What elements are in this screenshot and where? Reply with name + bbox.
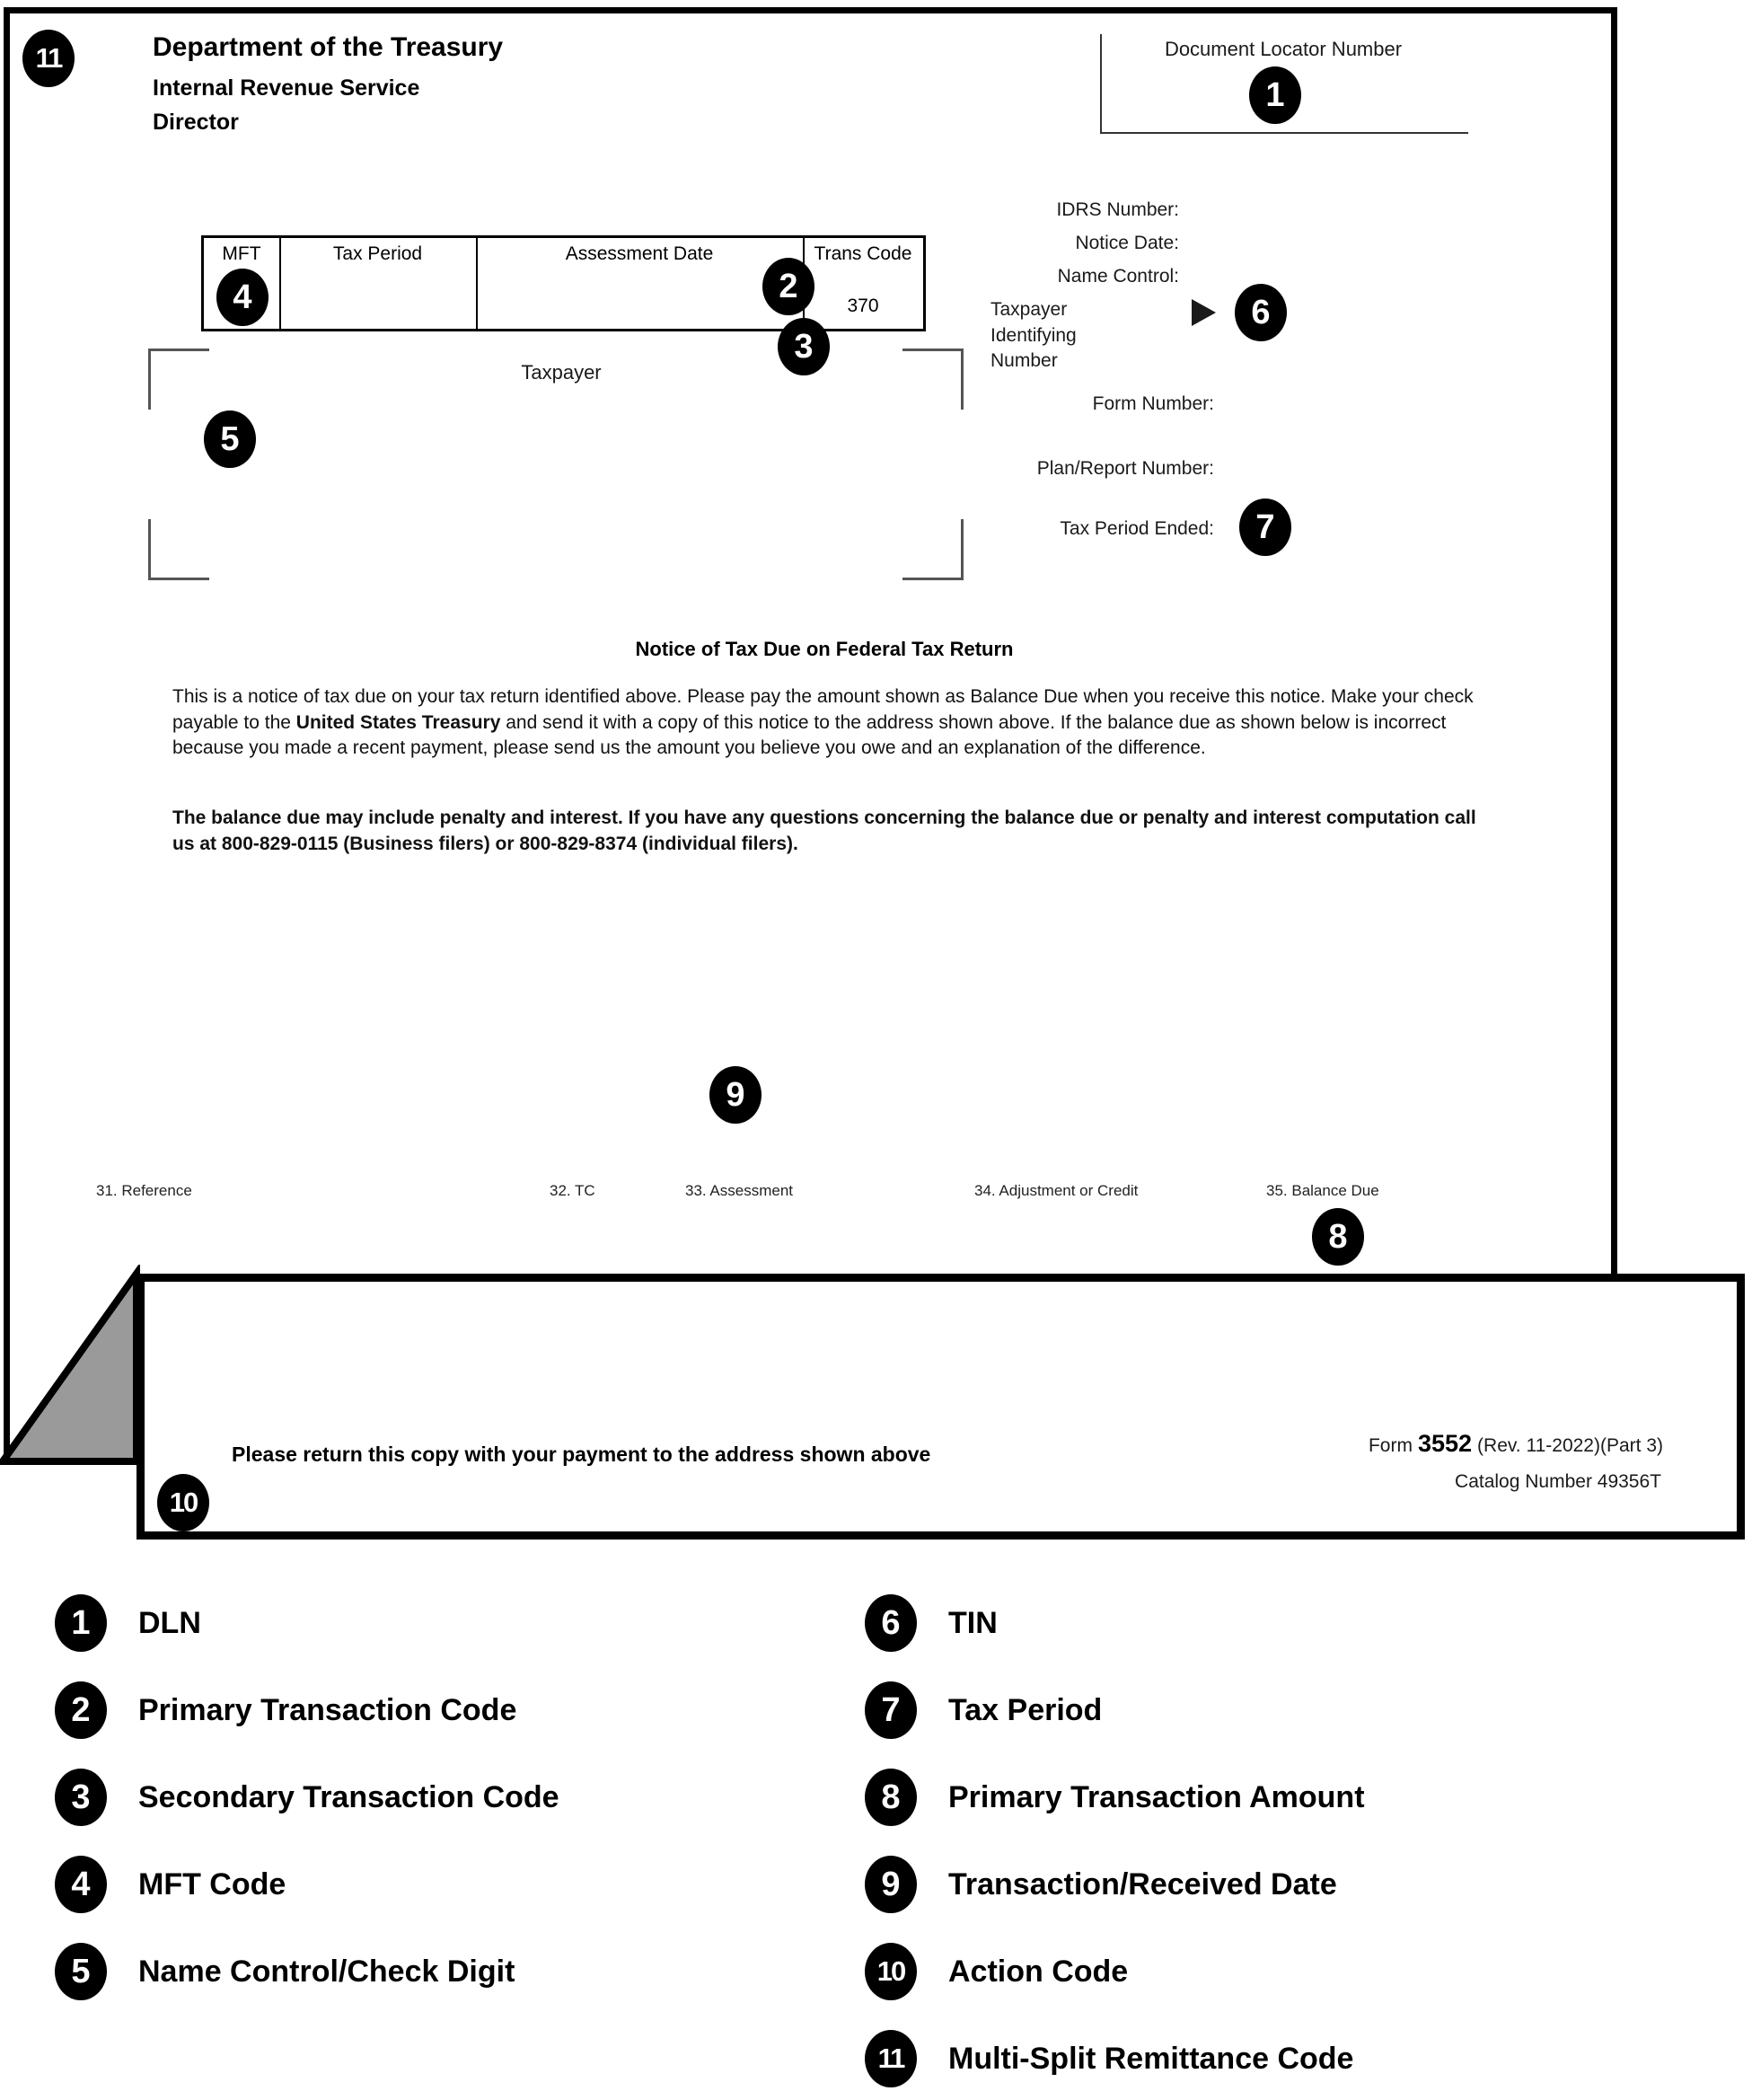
tin-line-1: Taxpayer xyxy=(990,299,1068,320)
tin-line-2: Identifying xyxy=(990,324,1077,346)
para1-text-bold: United States Treasury xyxy=(295,711,501,733)
legend-item-multi-split-remittance-code xyxy=(865,2030,1353,2087)
address-window-corner-tr xyxy=(902,349,964,410)
label-form-number: Form Number: xyxy=(1092,393,1214,414)
label-notice-date: Notice Date: xyxy=(1075,233,1179,253)
callout-11: 11 xyxy=(22,30,75,87)
legend-badge-1: 1 xyxy=(55,1594,107,1652)
callout-6: 6 xyxy=(1235,284,1287,341)
legend-label-tax-period: Tax Period xyxy=(948,1692,1103,1727)
legend-badge-10: 10 xyxy=(865,1943,917,2000)
callout-1: 1 xyxy=(1249,66,1301,124)
legend-item-name-control-check-digit xyxy=(55,1943,515,2000)
callout-2: 2 xyxy=(762,258,814,315)
legend-badge-8: 8 xyxy=(865,1769,917,1826)
legend-item-secondary-transaction-code xyxy=(55,1769,559,1826)
agency-director: Director xyxy=(153,110,239,135)
para1-text-a: This is a notice of tax due on your tax return identified above. Please pay the amount shown as Balance Due when you receive this notice. Make your check payable to the xyxy=(172,686,1474,733)
field-label-tc: 32. TC xyxy=(550,1182,595,1199)
dln-label: Document Locator Number xyxy=(1164,38,1403,60)
callout-4: 4 xyxy=(216,269,269,326)
legend-badge-2: 2 xyxy=(55,1681,107,1739)
address-window-corner-br xyxy=(902,519,964,580)
agency-name: Department of the Treasury xyxy=(153,32,504,62)
legend-label-tin: TIN xyxy=(948,1605,998,1640)
legend-label-multi-split-remittance-code: Multi-Split Remittance Code xyxy=(948,2041,1354,2076)
para1-text-c: and send it with a copy of this notice to the address shown above. If the balance due as shown below is incorrect because you made a recent payment, please send us the amount you believe you owe and an explanation of the difference. xyxy=(172,711,1447,758)
agency-sub-name: Internal Revenue Service xyxy=(153,75,420,101)
legend-item-primary-transaction-amount xyxy=(865,1769,1365,1826)
table-header-trans-code: Trans Code xyxy=(814,243,912,264)
stub-return-text: Please return this copy with your payment to the address shown above xyxy=(232,1443,931,1466)
tin-line-3: Number xyxy=(990,350,1058,371)
legend-badge-3: 3 xyxy=(55,1769,107,1826)
stub-form-number: 3552 xyxy=(1417,1430,1473,1457)
legend-label-name-control-check-digit: Name Control/Check Digit xyxy=(138,1954,515,1989)
label-taxpayer-identifying-number xyxy=(990,297,1077,375)
callout-9: 9 xyxy=(709,1066,762,1124)
notice-paragraph-1 xyxy=(172,684,1500,762)
table-header-tax-period: Tax Period xyxy=(332,243,423,264)
legend-item-dln xyxy=(55,1594,201,1652)
stub-form-line xyxy=(1369,1430,1663,1458)
field-label-reference: 31. Reference xyxy=(96,1182,192,1199)
assessment-table xyxy=(201,235,926,331)
address-window-corner-tl xyxy=(148,349,209,410)
legend-label-action-code: Action Code xyxy=(948,1954,1129,1989)
stub-catalog-number: Catalog Number 49356T xyxy=(1455,1471,1661,1492)
notice-paragraph-2: The balance due may include penalty and interest. If you have any questions concerning the balance due or penalty and interest computation call us at 800-829-0115 (Business filers) or 800-829-8374 (individual filers). xyxy=(172,807,1476,854)
stub-form-prefix: Form xyxy=(1368,1435,1413,1456)
legend-label-primary-transaction-amount: Primary Transaction Amount xyxy=(948,1779,1365,1814)
field-label-balance-due: 35. Balance Due xyxy=(1266,1182,1379,1199)
stub-form-suffix: (Rev. 11-2022)(Part 3) xyxy=(1477,1435,1663,1456)
trans-code-value: 370 xyxy=(847,296,879,316)
arrow-right-icon xyxy=(1192,299,1216,326)
callout-7: 7 xyxy=(1239,499,1291,556)
legend-badge-7: 7 xyxy=(865,1681,917,1739)
label-plan-report-number: Plan/Report Number: xyxy=(1036,458,1214,479)
legend-label-secondary-transaction-code: Secondary Transaction Code xyxy=(138,1779,559,1814)
callout-8: 8 xyxy=(1312,1208,1364,1266)
legend-item-tin xyxy=(865,1594,998,1652)
label-idrs-number: IDRS Number: xyxy=(1056,199,1179,220)
callout-10: 10 xyxy=(157,1474,209,1531)
legend-item-tax-period xyxy=(865,1681,1102,1739)
table-header-assessment-date: Assessment Date xyxy=(565,243,714,264)
callout-5: 5 xyxy=(204,410,256,468)
folded-corner-icon xyxy=(0,1265,148,1473)
legend-label-dln: DLN xyxy=(138,1605,201,1640)
notice-title: Notice of Tax Due on Federal Tax Return xyxy=(635,638,1014,660)
address-window-corner-bl xyxy=(148,519,209,580)
legend-badge-4: 4 xyxy=(55,1856,107,1913)
callout-3: 3 xyxy=(778,318,830,375)
legend-badge-6: 6 xyxy=(865,1594,917,1652)
legend-label-primary-transaction-code: Primary Transaction Code xyxy=(138,1692,517,1727)
legend-badge-9: 9 xyxy=(865,1856,917,1913)
legend-label-mft-code: MFT Code xyxy=(138,1866,286,1901)
legend-badge-5: 5 xyxy=(55,1943,107,2000)
legend-label-transaction-received-date: Transaction/Received Date xyxy=(948,1866,1337,1901)
label-name-control: Name Control: xyxy=(1057,266,1179,287)
legend-item-transaction-received-date xyxy=(865,1856,1337,1913)
legend-item-primary-transaction-code xyxy=(55,1681,516,1739)
legend-item-mft-code xyxy=(55,1856,286,1913)
label-tax-period-ended: Tax Period Ended: xyxy=(1060,518,1214,539)
field-label-assessment: 33. Assessment xyxy=(685,1182,794,1199)
legend-item-action-code xyxy=(865,1943,1128,2000)
table-header-mft: MFT xyxy=(222,243,261,264)
payment-stub xyxy=(136,1274,1745,1540)
legend-badge-11: 11 xyxy=(865,2030,917,2087)
field-label-adjustment-or-credit: 34. Adjustment or Credit xyxy=(974,1182,1139,1199)
taxpayer-window-label: Taxpayer xyxy=(521,361,602,384)
